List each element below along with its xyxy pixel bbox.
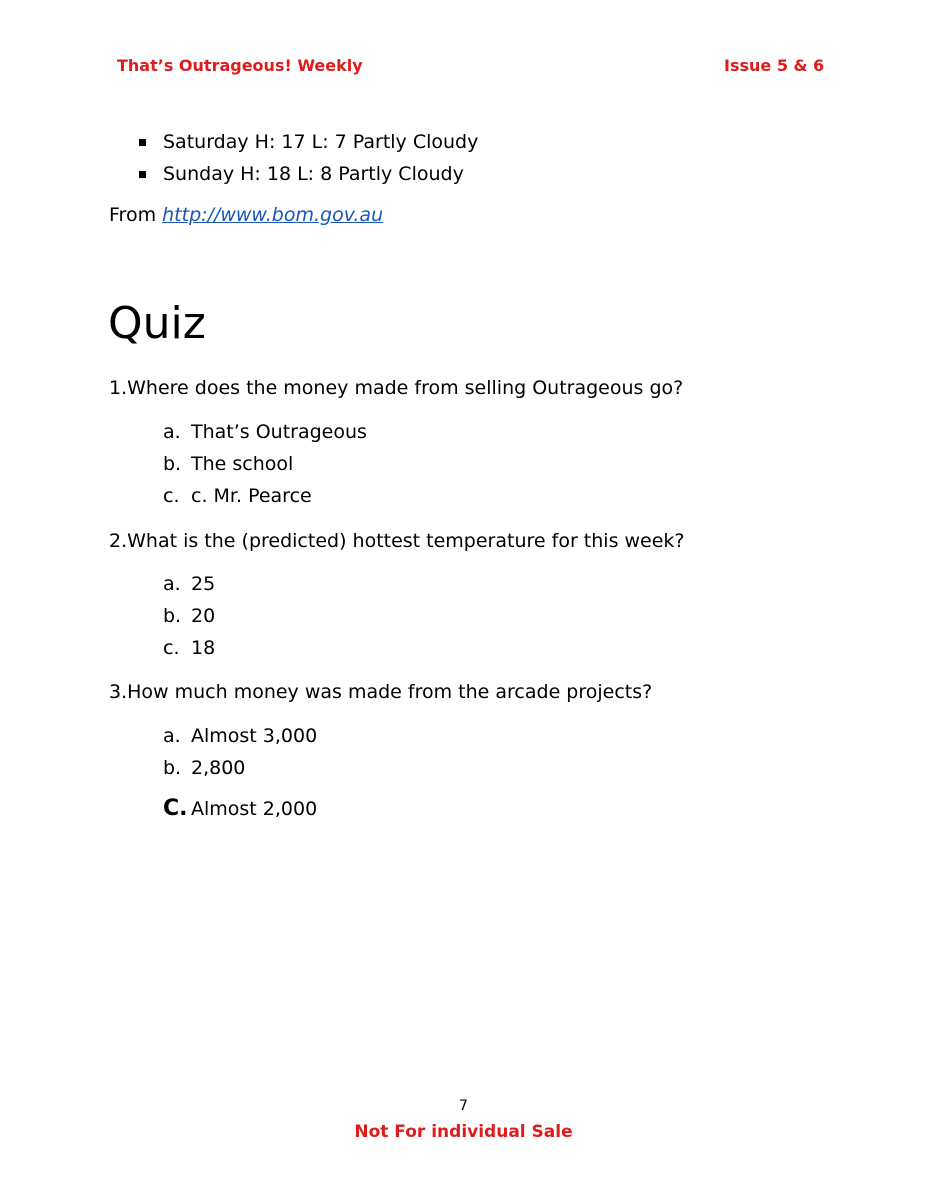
option-text: Almost 3,000 <box>191 725 318 747</box>
weather-item-sunday: Sunday H: 18 L: 8 Partly Cloudy <box>163 163 464 185</box>
quiz-question-2: 2.What is the (predicted) hottest temperature for this week? <box>109 530 685 552</box>
source-link[interactable]: http://www.bom.gov.au <box>162 204 384 226</box>
source-prefix: From <box>109 204 157 226</box>
quiz-heading: Quiz <box>108 298 206 349</box>
option-letter: C. <box>163 796 188 821</box>
option-text: 20 <box>191 605 216 627</box>
quiz-option <box>163 757 245 779</box>
source-line <box>109 204 383 226</box>
option-letter: b. <box>163 757 182 779</box>
option-letter: a. <box>163 725 181 747</box>
option-letter: a. <box>163 573 181 595</box>
option-text: 25 <box>191 573 216 595</box>
list-item <box>139 129 478 155</box>
option-text: 18 <box>191 637 216 659</box>
quiz-option <box>163 725 317 747</box>
option-text: That’s Outrageous <box>191 421 367 443</box>
option-text: 2,800 <box>191 757 246 779</box>
square-bullet-icon <box>139 139 146 146</box>
newsletter-title: That’s Outrageous! Weekly <box>117 56 363 75</box>
quiz-option <box>163 605 215 627</box>
quiz-question-1: 1.Where does the money made from selling Outrageous go? <box>109 377 684 399</box>
quiz-option <box>163 453 293 475</box>
option-text: Almost 2,000 <box>191 798 318 820</box>
footer-note: Not For individual Sale <box>354 1122 573 1142</box>
quiz-question-3: 3.How much money was made from the arcade projects? <box>109 681 653 703</box>
option-letter: c. <box>163 637 180 659</box>
square-bullet-icon <box>139 171 146 178</box>
quiz-option <box>163 573 215 595</box>
option-letter: c. <box>163 485 180 507</box>
option-letter: b. <box>163 605 182 627</box>
option-text: The school <box>191 453 294 475</box>
quiz-option <box>163 421 367 443</box>
option-letter: a. <box>163 421 181 443</box>
quiz-option <box>163 637 215 659</box>
option-text: c. Mr. Pearce <box>191 485 312 507</box>
issue-label: Issue 5 & 6 <box>724 56 825 75</box>
quiz-option <box>163 796 317 821</box>
quiz-option <box>163 485 312 507</box>
page-number: 7 <box>459 1098 468 1114</box>
list-item <box>139 161 464 187</box>
option-letter: b. <box>163 453 182 475</box>
weather-item-saturday: Saturday H: 17 L: 7 Partly Cloudy <box>163 131 479 153</box>
